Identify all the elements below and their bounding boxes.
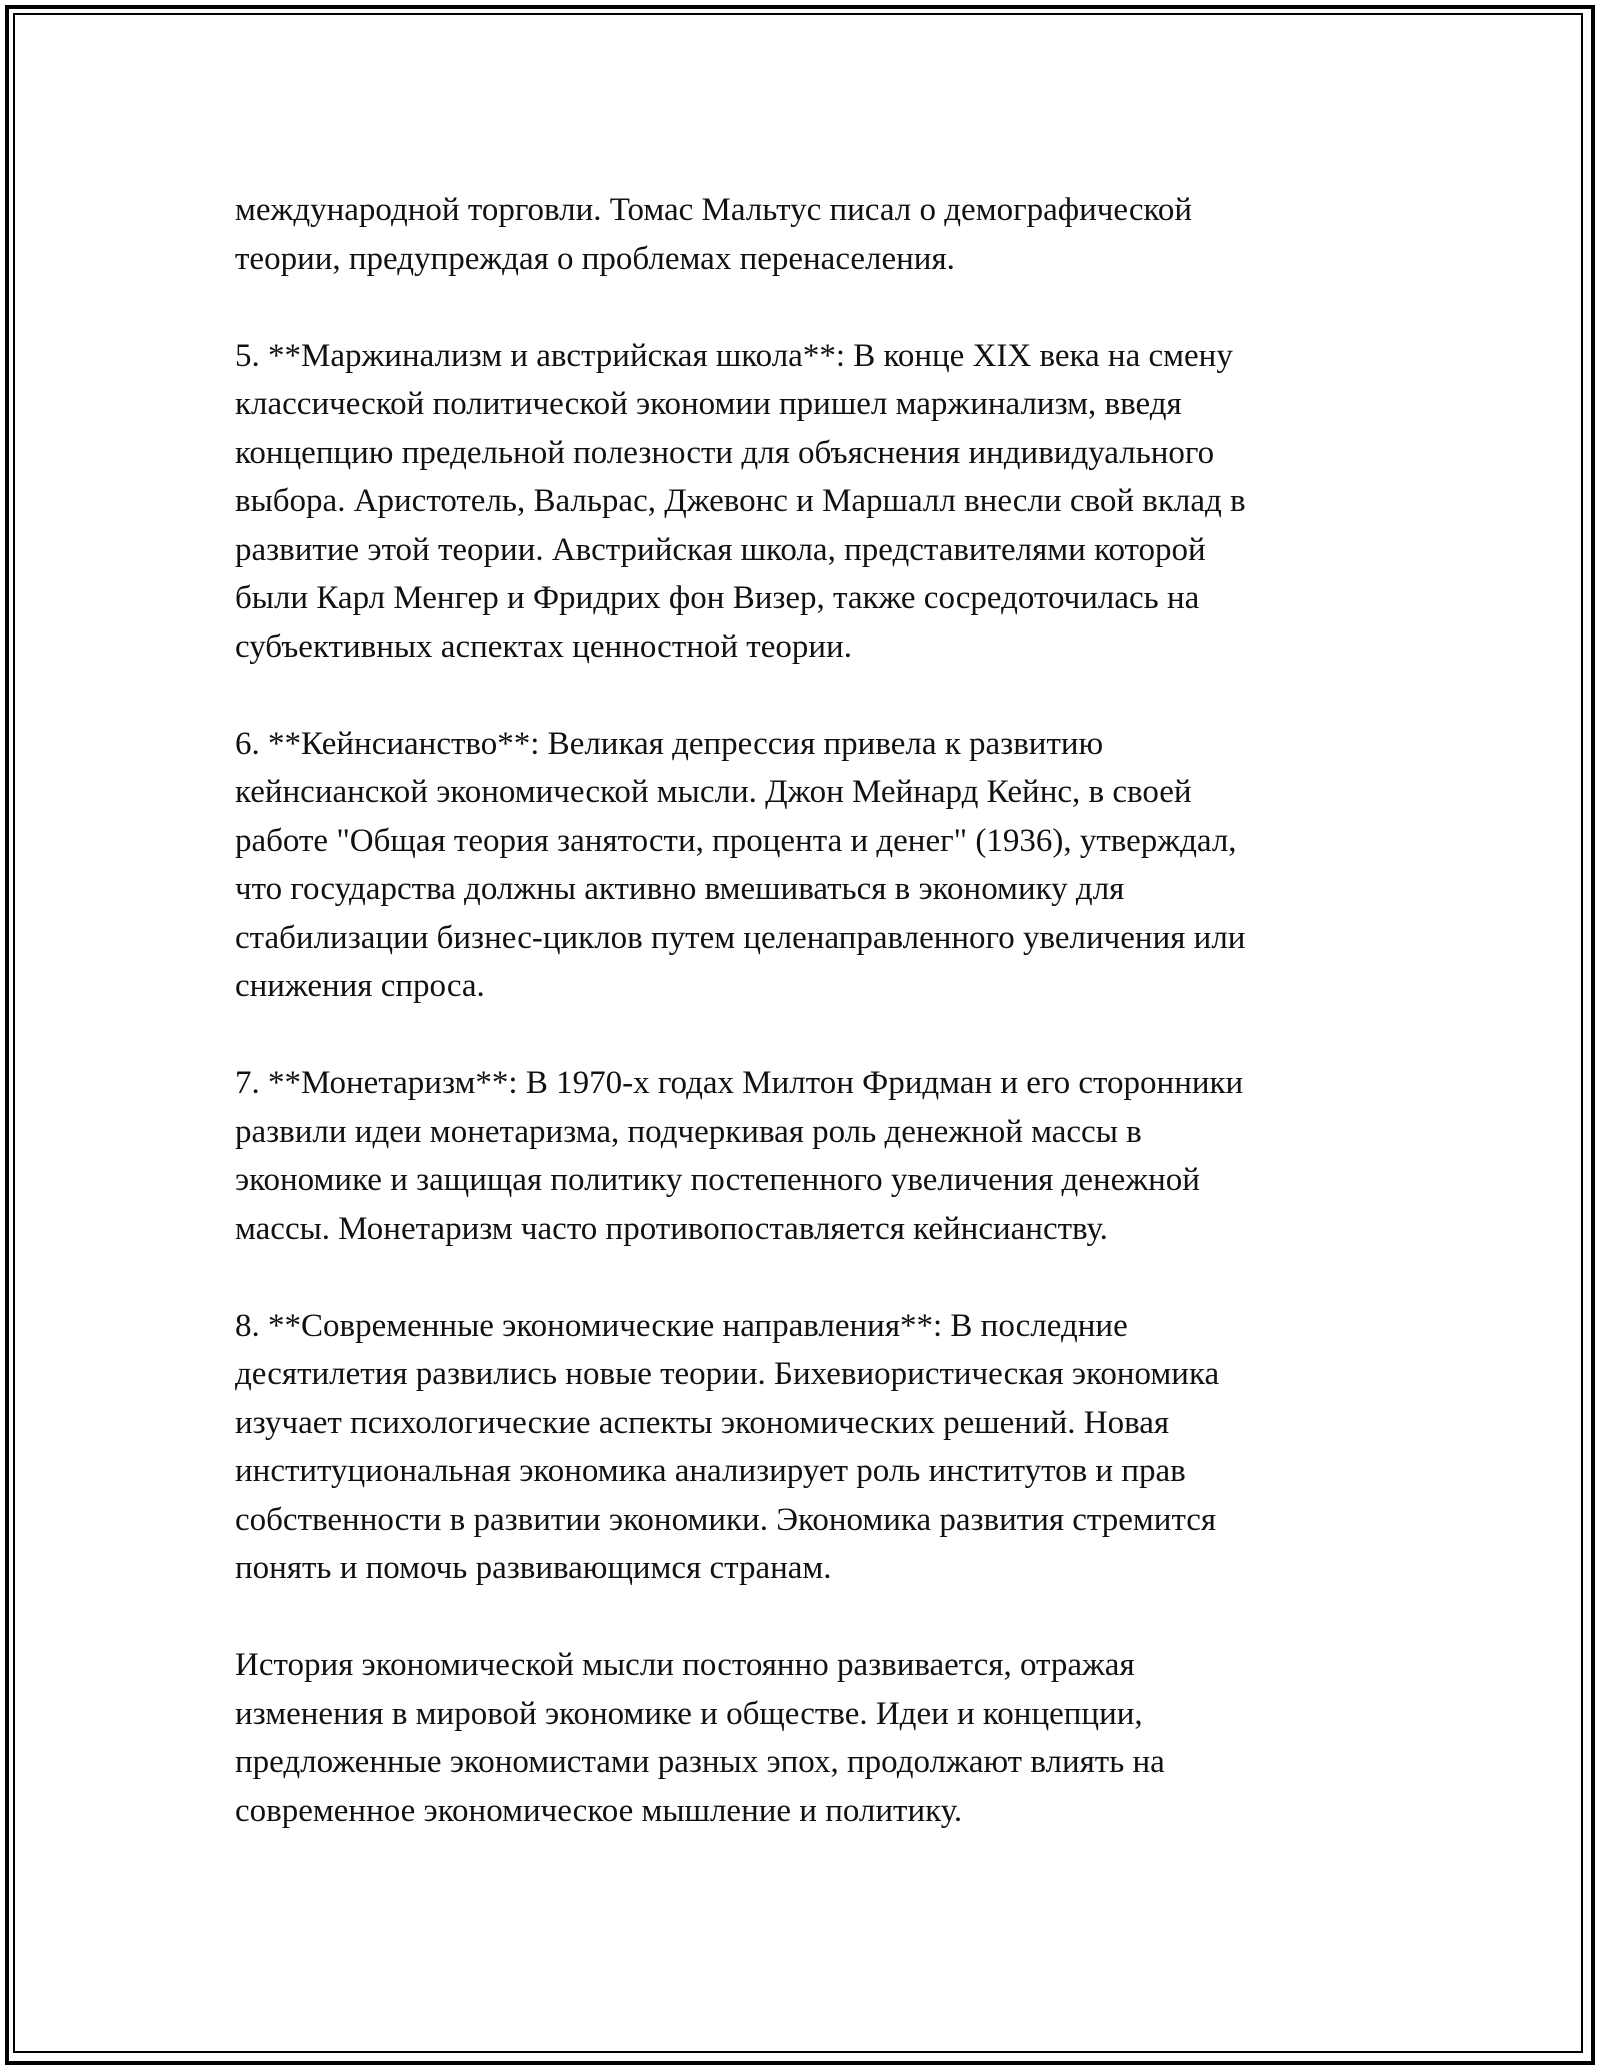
text-line: выбора. Аристотель, Вальрас, Джевонс и Маршалл внесли свой вклад в [235, 483, 1246, 519]
document-body [235, 186, 1375, 1884]
text-line: массы. Монетаризм часто противопоставляется кейнсианству. [235, 1210, 1108, 1247]
text-line: субъективных аспектах ценностной теории. [235, 628, 852, 665]
text-line: теории, предупреждая о проблемах перенаселения. [235, 240, 955, 277]
text-line: развили идеи монетаризма, подчеркивая роль денежной массы в [235, 1113, 1142, 1150]
text-line: классической политической экономии пришел маржинализм, введя [235, 386, 1182, 422]
paragraph-conclusion [235, 1641, 1375, 1835]
text-line: институциональная экономика анализирует роль институтов и прав [235, 1453, 1186, 1489]
text-line: предложенные экономистами разных эпох, продолжают влиять на [235, 1744, 1165, 1780]
paragraph-marginalism [235, 332, 1375, 672]
text-line: 8. **Современные экономические направления**: В последние [235, 1307, 1128, 1344]
text-line: экономике и защищая политику постепенного увеличения денежной [235, 1162, 1200, 1198]
text-line: концепцию предельной полезности для объяснения индивидуального [235, 434, 1215, 471]
text-line: развитие этой теории. Австрийская школа, представителями которой [235, 531, 1206, 568]
text-line: что государства должны активно вмешиваться в экономику для [235, 871, 1125, 907]
text-line: 5. **Маржинализм и австрийская школа**: В конце XIX века на смену [235, 337, 1233, 374]
text-line: были Карл Менгер и Фридрих фон Визер, также сосредоточилась на [235, 580, 1200, 616]
text-line: изменения в мировой экономике и обществе. Идеи и концепции, [235, 1695, 1143, 1732]
text-line: работе "Общая теория занятости, процента и денег" (1936), утверждал, [235, 822, 1237, 859]
text-line: изучает психологические аспекты экономических решений. Новая [235, 1404, 1170, 1441]
text-line: современное экономическое мышление и политику. [235, 1792, 963, 1829]
text-line: 6. **Кейнсианство**: Великая депрессия привела к развитию [235, 725, 1104, 762]
text-line: кейнсианской экономической мысли. Джон Мейнард Кейнс, в своей [235, 774, 1192, 810]
text-line: десятилетия развились новые теории. Бихевиористическая экономика [235, 1356, 1220, 1392]
text-line: снижения спроса. [235, 968, 485, 1004]
text-line: 7. **Монетаризм**: В 1970-х годах Милтон Фридман и его сторонники [235, 1065, 1244, 1101]
paragraph-keynesianism [235, 720, 1375, 1011]
text-line: собственности в развитии экономики. Экономика развития стремится [235, 1501, 1217, 1538]
text-line: История экономической мысли постоянно развивается, отражая [235, 1647, 1135, 1683]
paragraph-intro-continuation [235, 186, 1375, 283]
paragraph-modern-directions [235, 1302, 1375, 1593]
text-line: понять и помочь развивающимся странам. [235, 1550, 832, 1586]
text-line: стабилизации бизнес-циклов путем целенаправленного увеличения или [235, 919, 1246, 956]
text-line: международной торговли. Томас Мальтус писал о демографической [235, 192, 1193, 228]
paragraph-monetarism [235, 1059, 1375, 1253]
